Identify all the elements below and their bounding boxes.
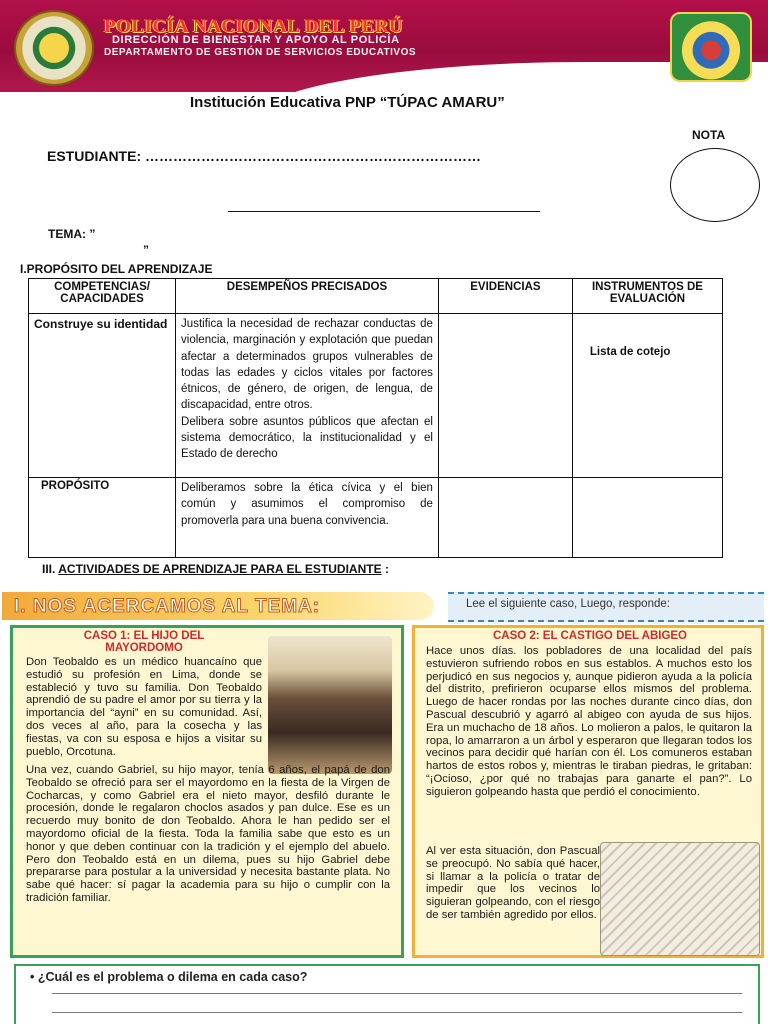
header-title: POLICÍA NACIONAL DEL PERÚ <box>104 16 404 37</box>
table-header: DESEMPEÑOS PRECISADOS <box>176 279 439 314</box>
competencia-cell: Construye su identidad <box>29 314 176 478</box>
tupac-amaru-school-logo <box>670 12 752 82</box>
table-header: COMPETENCIAS/ CAPACIDADES <box>29 279 176 314</box>
header-subtitle-1: DIRECCIÓN DE BIENESTAR Y APOYO AL POLICÍA <box>112 34 400 46</box>
desempeno-2: Delibera sobre asuntos públicos que afectan el sistema democrático, la institucionalidad y el Estado de derecho <box>181 415 433 461</box>
case-1-title: CASO 1: EL HIJO DEL MAYORDOMO <box>83 630 205 654</box>
instrumentos-cell <box>572 314 722 478</box>
case-2-paragraph-2: Al ver esta situación, don Pascual se preocupó. No sabía qué hacer, si llamar a la policía o tratar de impedir que los vecinos lo siguieran golpeando, con el riesgo de ser también agredido por ellos. <box>426 845 600 921</box>
table-header: INSTRUMENTOS DE EVALUACIÓN <box>572 279 722 314</box>
table-row <box>29 314 723 478</box>
answer-line[interactable] <box>52 993 742 994</box>
case-1-paragraph-2: Una vez, cuando Gabriel, su hijo mayor, tenía 6 años, el papá de don Teobaldo se ofreció para ser el mayordomo en la fiesta de la Virgen de Cocharcas, y como Gabriel era el nieto mayor, desfiló durante le procesión, donde le regalaron choclos asados y pan dulce. Ese es un recuerdo muy bonito de don Teobaldo. Ahora le han pedido ser el mayordomo oficial de la fiesta. Toda la familia sabe que esto es un honor y que deben continuar con la tradición y el ejemplo del abuelo. Pero don Teobaldo está en un dilema, pues su hijo Gabriel debe prepararse para postular a la universidad y necesita bastante plata. No sabe qué hacer: sí pagar la academia para su hijo o cumplir con la tradición familiar. <box>26 764 390 904</box>
instrument-value: Lista de cotejo <box>589 346 671 358</box>
student-line <box>228 211 540 212</box>
case-2-paragraph-1: Hace unos días. los pobladores de una localidad del país estuvieron sufriendo robos en sus establos. A muchos esto los perjudicó en sus negocios y, aunque pidieron ayuda a la policía del distrito, prefirieron ocuparse ellos mismos del problema. Luego de hacer rondas por las noches durante cinco días, don Pascual descubrió y agarró al abigeo con ayuda de sus hijos. Era un muchacho de 18 años. Lo molieron a palos, le quitaron la ropa, lo amarraron a un árbol y esperaron que llegaran todos los vecinos para decidir qué harían con él. Los comuneros estaban hartos de estos robos y, mientras le tiraban piedras, le gritaban: “¡Ocioso, ¿por qué no trabajas para ganarte el pan?”. Lo siguieron golpeando hasta que perdió el conocimiento. <box>426 645 752 798</box>
nota-label: NOTA <box>692 128 726 142</box>
virgin-procession-image <box>268 636 392 774</box>
section-activities-suffix: : <box>381 562 389 576</box>
header-subtitle-2: DEPARTAMENTO DE GESTIÓN DE SERVICIOS EDUCATIVOS <box>104 47 417 58</box>
question-text: • ¿Cuál es el problema o dilema en cada caso? <box>30 970 308 984</box>
tema-close-quote: ” <box>143 243 149 257</box>
table-row <box>29 478 723 558</box>
empty-cell <box>438 478 572 558</box>
evidencias-cell <box>438 314 572 478</box>
section-proposito-heading: I.PROPÓSITO DEL APRENDIZAJE <box>20 262 213 276</box>
desempenos-cell <box>176 314 439 478</box>
table-header-row <box>29 279 723 314</box>
case-1-paragraph-1: Don Teobaldo es un médico huancaíno que estudió su profesión en Lima, donde se estableció y tuvo su familia. Don Teobaldo aprendió de su padre el amor por su tierra y la importancia del “ayni” en su comunidad. Así, dos veces al año, para la cosecha y las fiestas, va con su esposa e hijos a visitar su pueblo, Orcotuna. <box>26 656 262 758</box>
nota-circle <box>670 148 760 222</box>
institution-name: Institución Educativa PNP “TÚPAC AMARU” <box>190 94 505 111</box>
table-header: EVIDENCIAS <box>438 279 572 314</box>
instruction-text: Lee el siguiente caso, Luego, responde: <box>466 598 670 610</box>
empty-cell <box>572 478 722 558</box>
police-emblem-logo <box>14 10 94 86</box>
proposito-text-cell: Deliberamos sobre la ética cívica y el bien común y asumimos el compromiso de promoverla para una buena convivencia. <box>176 478 439 558</box>
tema-label: TEMA: ” <box>48 227 96 241</box>
villagers-illustration-image <box>600 842 760 956</box>
answer-line[interactable] <box>52 1012 742 1013</box>
desempeno-1: Justifica la necesidad de rechazar conductas de violencia, marginación y explotación que puedan afectar a determinados grupos vulnerables de todas las edades y ciclos vitales por factores étnicos, de género, de origen, de lengua, de discapacidad, entre otros. <box>181 318 433 412</box>
section-activities-title: ACTIVIDADES DE APRENDIZAJE PARA EL ESTUDIANTE <box>58 562 382 576</box>
proposito-label-cell: PROPÓSITO <box>29 478 176 558</box>
student-label: ESTUDIANTE: ……………………………………………………………… <box>47 148 481 164</box>
section-activities-heading <box>42 562 389 576</box>
section-activities-prefix: III. <box>42 562 59 576</box>
activity-banner-title: I. NOS ACERCAMOS AL TEMA: <box>14 596 321 617</box>
case-2-title: CASO 2: EL CASTIGO DEL ABIGEO <box>492 630 688 642</box>
purpose-table <box>28 278 723 558</box>
